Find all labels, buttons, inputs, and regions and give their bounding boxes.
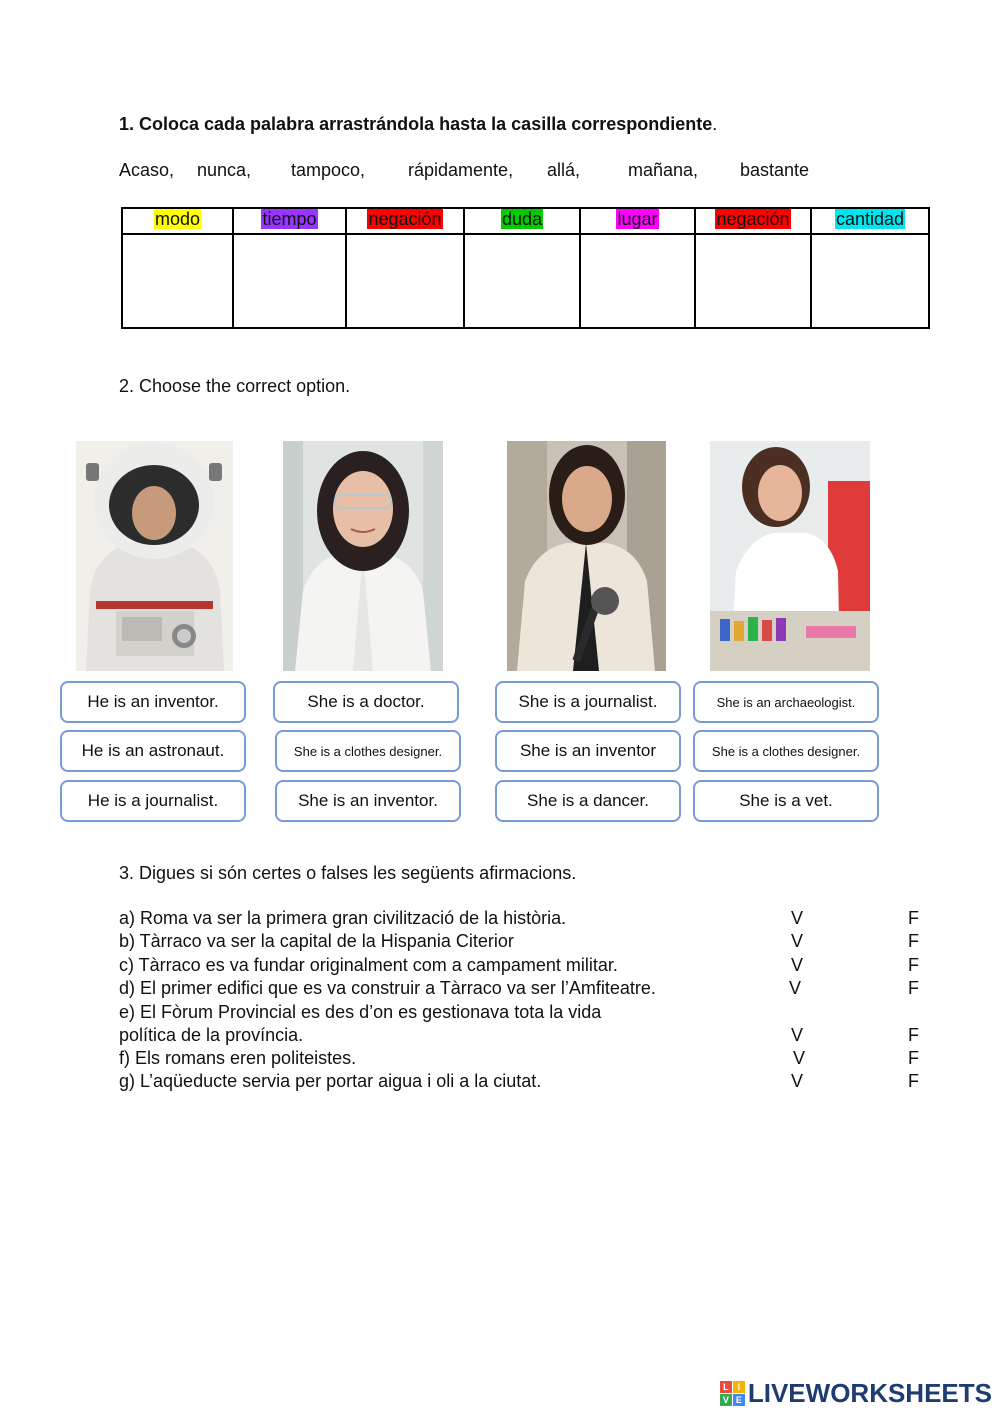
statement-b: b) Tàrraco va ser la capital de la Hispania Citerior [119, 931, 514, 951]
true-option-f[interactable]: V [793, 1048, 806, 1068]
drop-zone-negacion[interactable] [346, 234, 464, 328]
false-option-g[interactable]: F [908, 1071, 919, 1091]
draggable-word[interactable]: bastante [740, 160, 810, 180]
option-button[interactable]: She is a clothes designer. [275, 730, 461, 772]
draggable-word[interactable]: rápidamente, [408, 160, 514, 180]
false-option-c[interactable]: F [908, 955, 919, 975]
false-option-e[interactable]: F [908, 1025, 919, 1045]
column-label: tiempo [262, 209, 317, 229]
column-header-tiempo [233, 208, 346, 234]
question-2-title: 2. Choose the correct option. [119, 376, 351, 396]
logo-block: E [733, 1394, 745, 1406]
logo-block: V [720, 1394, 732, 1406]
column-label: cantidad [835, 209, 905, 229]
true-option-g[interactable]: V [791, 1071, 804, 1091]
option-button[interactable]: He is an astronaut. [60, 730, 246, 772]
draggable-word[interactable]: Acaso, [119, 160, 175, 180]
designer-photo [710, 441, 870, 671]
column-header-negacion-2 [695, 208, 811, 234]
question-1-title: 1. Coloca cada palabra arrastrándola hasta la casilla correspondiente. [119, 114, 718, 134]
true-option-a[interactable]: V [791, 908, 804, 928]
drop-zone-cantidad[interactable] [811, 234, 929, 328]
logo-block: L [720, 1381, 732, 1393]
option-button[interactable]: She is a clothes designer. [693, 730, 879, 772]
statement-g: g) L’aqüeducte servia per portar aigua i oli a la ciutat. [119, 1071, 542, 1091]
option-button[interactable]: She is a journalist. [495, 681, 681, 723]
statement-d: d) El primer edifici que es va construir a Tàrraco va ser l’Amfiteatre. [119, 978, 656, 998]
logo-text: LIVEWORKSHEETS [747, 1378, 992, 1408]
column-label: duda [501, 209, 543, 229]
column-label: lugar [617, 209, 658, 229]
false-option-b[interactable]: F [908, 931, 919, 951]
question-3-title: 3. Digues si són certes o falses les següents afirmacions. [119, 863, 577, 883]
draggable-word[interactable]: tampoco, [291, 160, 366, 180]
logo-icon [720, 1381, 745, 1406]
scientist-photo [283, 441, 443, 671]
column-header-negacion [346, 208, 464, 234]
statement-e-continued: política de la província. [119, 1025, 304, 1045]
false-option-a[interactable]: F [908, 908, 919, 928]
false-option-d[interactable]: F [908, 978, 919, 998]
true-option-e[interactable]: V [791, 1025, 804, 1045]
column-label: modo [154, 209, 201, 229]
true-option-c[interactable]: V [791, 955, 804, 975]
column-label: negación [716, 209, 790, 229]
column-label: negación [368, 209, 442, 229]
drop-zone-lugar[interactable] [580, 234, 695, 328]
option-button[interactable]: She is an inventor [495, 730, 681, 772]
option-button[interactable]: He is an inventor. [60, 681, 246, 723]
statement-e: e) El Fòrum Provincial es des d’on es gestionava tota la vida [119, 1002, 602, 1022]
drop-zone-negacion-2[interactable] [695, 234, 811, 328]
drop-zone-tiempo[interactable] [233, 234, 346, 328]
statement-a: a) Roma va ser la primera gran civilització de la història. [119, 908, 567, 928]
draggable-word[interactable]: allá, [547, 160, 581, 180]
draggable-word[interactable]: nunca, [197, 160, 252, 180]
option-button[interactable]: She is a dancer. [495, 780, 681, 822]
option-button[interactable]: She is a doctor. [273, 681, 459, 723]
option-button[interactable]: She is a vet. [693, 780, 879, 822]
true-option-d[interactable]: V [789, 978, 802, 998]
statement-c: c) Tàrraco es va fundar originalment com a campament militar. [119, 955, 618, 975]
column-header-modo [122, 208, 233, 234]
column-header-cantidad [811, 208, 929, 234]
option-button[interactable]: She is an archaeologist. [693, 681, 879, 723]
liveworksheets-logo [720, 1378, 992, 1409]
drop-zone-modo[interactable] [122, 234, 233, 328]
statement-f: f) Els romans eren politeistes. [119, 1048, 357, 1068]
option-button[interactable]: He is a journalist. [60, 780, 246, 822]
drop-zone-duda[interactable] [464, 234, 580, 328]
draggable-word[interactable]: mañana, [628, 160, 699, 180]
column-header-duda [464, 208, 580, 234]
astronaut-photo [76, 441, 233, 671]
reporter-photo [507, 441, 666, 671]
column-header-lugar [580, 208, 695, 234]
adverb-classification-table [121, 207, 930, 329]
true-option-b[interactable]: V [791, 931, 804, 951]
false-option-f[interactable]: F [908, 1048, 919, 1068]
logo-block: I [733, 1381, 745, 1393]
option-button[interactable]: She is an inventor. [275, 780, 461, 822]
